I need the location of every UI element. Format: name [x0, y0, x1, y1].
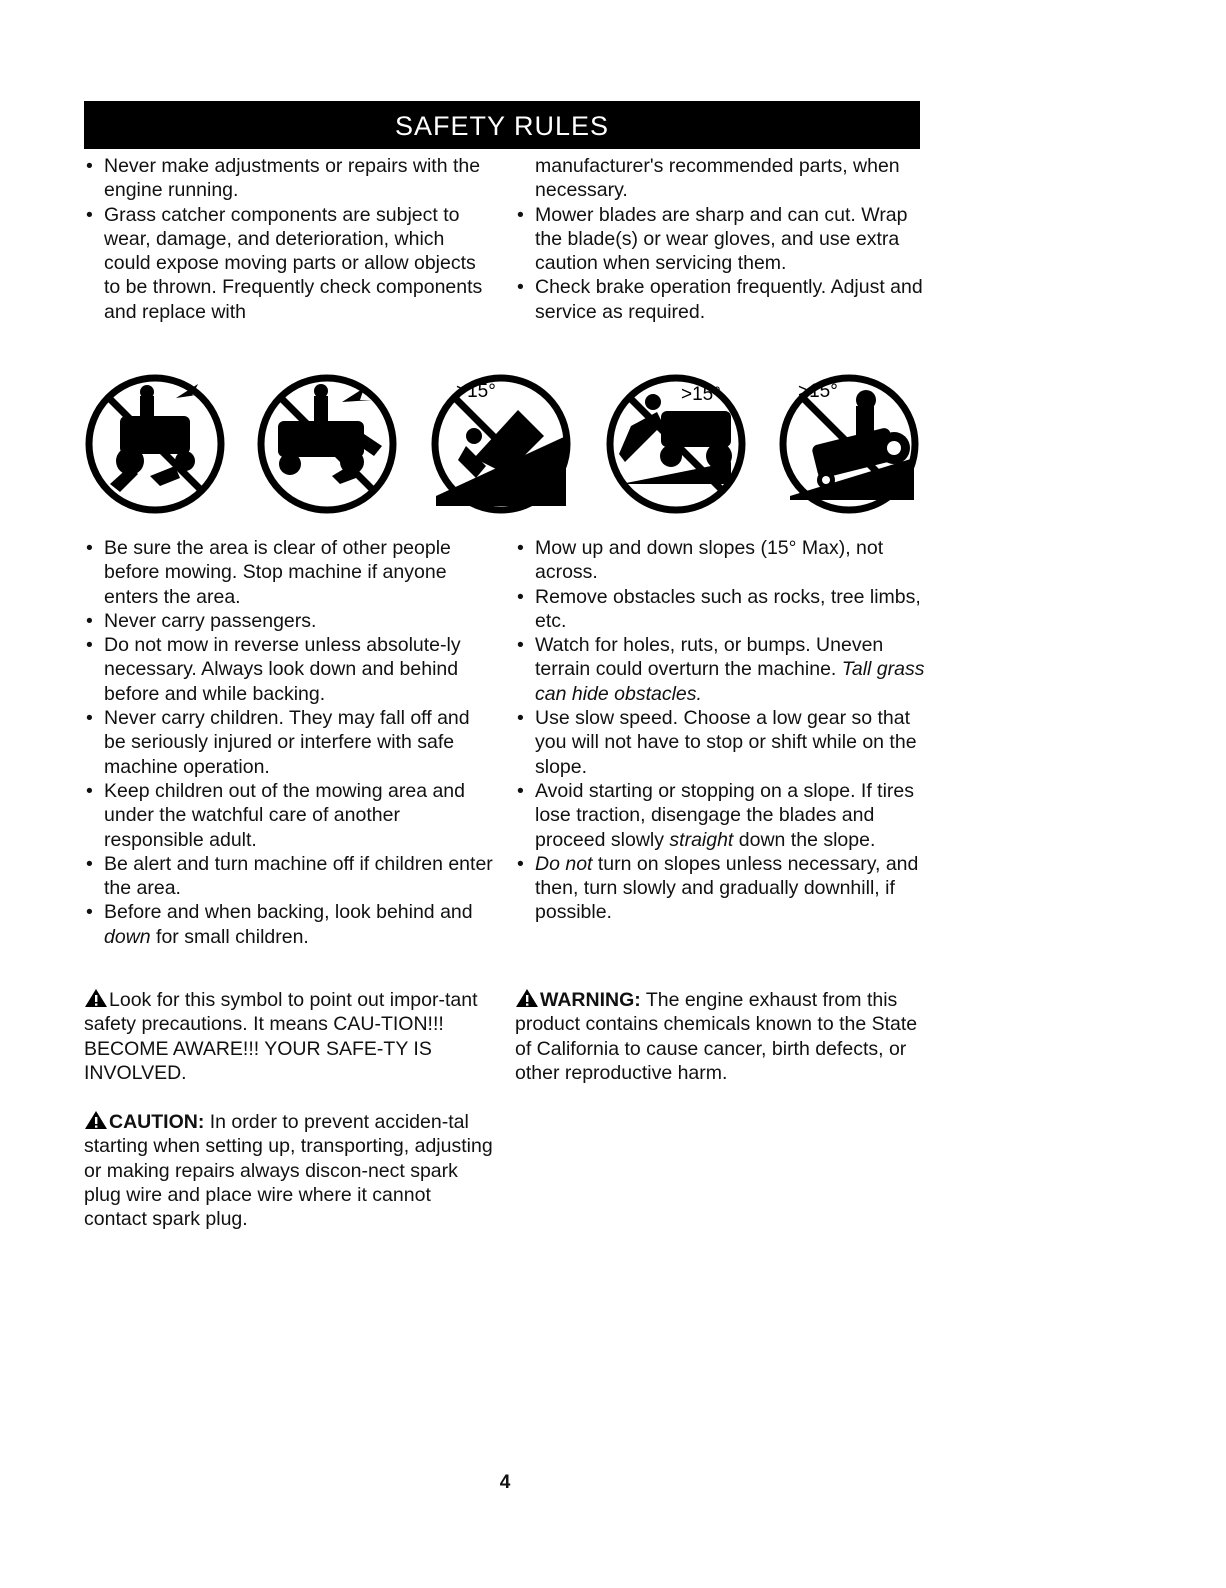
list-item: • Use slow speed. Choose a low gear so that you will not have to stop or shift while on the slope. [515, 706, 927, 779]
caution-label: CAUTION: [109, 1111, 205, 1133]
list-item: • Never carry passengers. [84, 609, 496, 633]
no-passengers-icon [252, 366, 402, 521]
emphasis-text: Do not [535, 852, 593, 875]
caution-note [84, 1110, 496, 1231]
emphasis-text: Tall grass can hide obstacles. [535, 658, 925, 705]
note-text: Look for this symbol to point out impor-tant safety precautions. It means CAU-TION!!! BECOME AWARE!!! YOUR SAFE-TY IS INVOLVED. [84, 989, 478, 1084]
no-slope-overturn-icon [601, 366, 751, 521]
list-item: • Be alert and turn machine off if children enter the area. [84, 852, 496, 901]
top-left-column [84, 154, 494, 324]
list-item: • Mower blades are sharp and can cut. Wrap the blade(s) or wear gloves, and use extra caution when servicing them. [515, 203, 925, 276]
list-item: • Keep children out of the mowing area and under the watchful care of another responsible adult. [84, 779, 496, 852]
list-item: • Be sure the area is clear of other people before mowing. Stop machine if anyone enters the area. [84, 536, 496, 609]
list-item: • Remove obstacles such as rocks, tree limbs, etc. [515, 585, 927, 634]
list-item-text: for small children. [150, 925, 309, 948]
warning-triangle-icon [84, 988, 108, 1008]
emphasis-text: straight [669, 828, 734, 851]
warning-triangle-icon [84, 1110, 108, 1130]
list-item: • Mow up and down slopes (15° Max), not across. [515, 536, 927, 585]
mid-right-column [515, 536, 927, 925]
warning-label: WARNING: [540, 989, 641, 1011]
mid-left-column [84, 536, 496, 949]
list-item [515, 779, 927, 852]
warning-text: The engine exhaust from this product contains chemicals known to the State of California to cause cancer, birth defects, or other reproductive harm. [515, 989, 918, 1084]
list-item [515, 852, 927, 925]
list-item: • Do not mow in reverse unless absolute-ly necessary. Always look down and behind before and while backing. [84, 633, 496, 706]
list-item [84, 900, 496, 949]
warning-triangle-icon [515, 988, 539, 1008]
page-number: 4 [499, 1472, 511, 1493]
list-item: • Never make adjustments or repairs with the engine running. [84, 154, 494, 203]
continued-text: manufacturer's recommended parts, when necessary. [535, 155, 900, 202]
slope-angle-label: >15° [798, 381, 838, 402]
caution-text: In order to prevent acciden-tal starting when setting up, transporting, adjusting or making repairs always discon-nect spark plug wire and place wire where it cannot contact spark plug. [84, 1111, 493, 1231]
list-item [515, 633, 927, 706]
list-item-text: Avoid starting or stopping on a slope. If tires lose traction, disengage the blades and proceed slowly [535, 779, 915, 851]
no-bystanders-icon [80, 366, 230, 521]
slope-angle-label: >15° [681, 384, 721, 405]
emphasis-text: down [104, 925, 151, 948]
list-item-text: Before and when backing, look behind and [104, 901, 473, 924]
list-item: • Check brake operation frequently. Adjust and service as required. [515, 275, 925, 324]
no-slope-across-icon [774, 366, 924, 521]
page-title: SAFETY RULES [84, 101, 920, 149]
list-item-text: turn on slopes unless necessary, and then, turn slowly and gradually downhill, if possible. [535, 852, 919, 924]
safety-pictograms [80, 366, 926, 521]
warning-note [515, 988, 927, 1085]
list-item: • Grass catcher components are subject to wear, damage, and deterioration, which could expose moving parts or allow objects to be thrown. Frequently check components and replace with [84, 203, 494, 324]
top-right-column [515, 154, 925, 324]
list-item: • Never carry children. They may fall off and be seriously injured or interfere with safe machine operation. [84, 706, 496, 779]
list-item-text: Watch for holes, ruts, or bumps. Uneven terrain could overturn the machine. [535, 634, 884, 681]
slope-angle-label: >15° [456, 381, 496, 402]
list-item-text: down the slope. [733, 828, 876, 851]
no-steep-slope-icon [426, 366, 576, 521]
safety-symbol-note [84, 988, 496, 1085]
